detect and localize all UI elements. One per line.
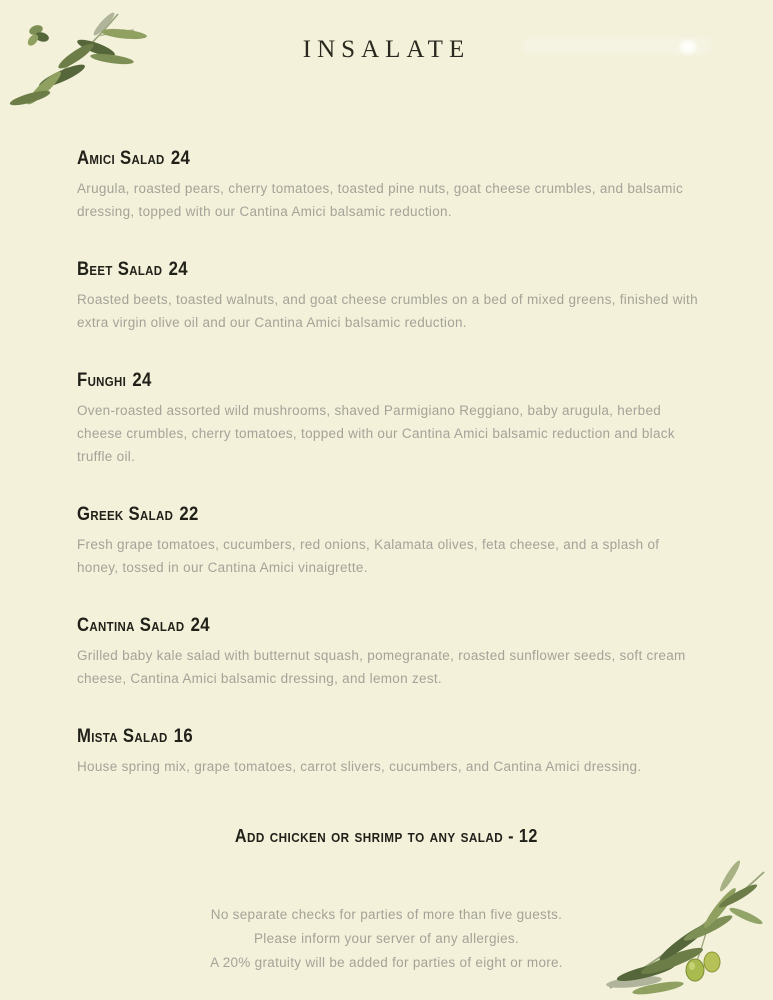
menu-item-heading bbox=[77, 370, 628, 392]
menu-item-price: 22 bbox=[179, 504, 199, 525]
menu-item-price: 24 bbox=[170, 148, 191, 169]
menu-item-heading bbox=[77, 726, 628, 748]
olive-branch-top-left-image bbox=[0, 4, 160, 124]
addon-text: Add chicken or shrimp to any salad - 12 bbox=[235, 826, 538, 846]
menu-item bbox=[77, 615, 703, 690]
menu-item-price: 24 bbox=[190, 615, 210, 636]
olive-branch-bottom-right-image bbox=[588, 860, 773, 1000]
menu-item bbox=[77, 504, 703, 579]
menu-item-heading bbox=[77, 504, 628, 526]
menu-item bbox=[77, 148, 703, 223]
menu-item-heading bbox=[77, 148, 628, 170]
menu-item bbox=[77, 726, 703, 778]
menu-item-heading bbox=[77, 615, 628, 637]
menu-item-description: House spring mix, grape tomatoes, carrot slivers, cucumbers, and Cantina Amici dressing. bbox=[77, 759, 642, 774]
menu-item-description: Roasted beets, toasted walnuts, and goat cheese crumbles on a bed of mixed greens, finished with extra virgin olive oil and our Cantina Amici balsamic reduction. bbox=[77, 292, 698, 330]
addon-line bbox=[0, 826, 773, 847]
menu-item-description: Fresh grape tomatoes, cucumbers, red onions, Kalamata olives, feta cheese, and a splash of honey, tossed in our Cantina Amici vinaigrette. bbox=[77, 537, 660, 575]
page-title: INSALATE bbox=[302, 36, 471, 63]
footer-line: No separate checks for parties of more than five guests. bbox=[210, 907, 563, 922]
menu-item-description: Grilled baby kale salad with butternut squash, pomegranate, roasted sunflower seeds, soft cream cheese, Cantina Amici balsamic dressing, and lemon zest. bbox=[77, 648, 686, 686]
menu-item-name: Amici Salad bbox=[77, 148, 165, 169]
menu-item-name: Cantina Salad bbox=[77, 615, 185, 636]
footer-line: Please inform your server of any allergies. bbox=[253, 931, 519, 946]
footer-line: A 20% gratuity will be added for parties of eight or more. bbox=[210, 955, 563, 970]
menu-item-description: Arugula, roasted pears, cherry tomatoes, toasted pine nuts, goat cheese crumbles, and balsamic dressing, topped with our Cantina Amici balsamic reduction. bbox=[77, 181, 684, 219]
menu-item-price: 24 bbox=[132, 370, 152, 391]
menu-item-name: Greek Salad bbox=[77, 504, 174, 525]
menu-item-price: 24 bbox=[168, 259, 188, 280]
menu-item bbox=[77, 259, 703, 334]
menu-item-name: Mista Salad bbox=[77, 726, 168, 747]
menu-item-description: Oven-roasted assorted wild mushrooms, shaved Parmigiano Reggiano, baby arugula, herbed cheese crumbles, cherry tomatoes, topped with our Cantina Amici balsamic reduction and black truffle oil. bbox=[77, 403, 675, 464]
menu-list bbox=[77, 148, 703, 814]
menu-item-price: 16 bbox=[173, 726, 194, 747]
menu-item-name: Beet Salad bbox=[77, 259, 163, 280]
menu-item-name: Funghi bbox=[77, 370, 127, 391]
menu-item bbox=[77, 370, 703, 468]
menu-item-heading bbox=[77, 259, 628, 281]
